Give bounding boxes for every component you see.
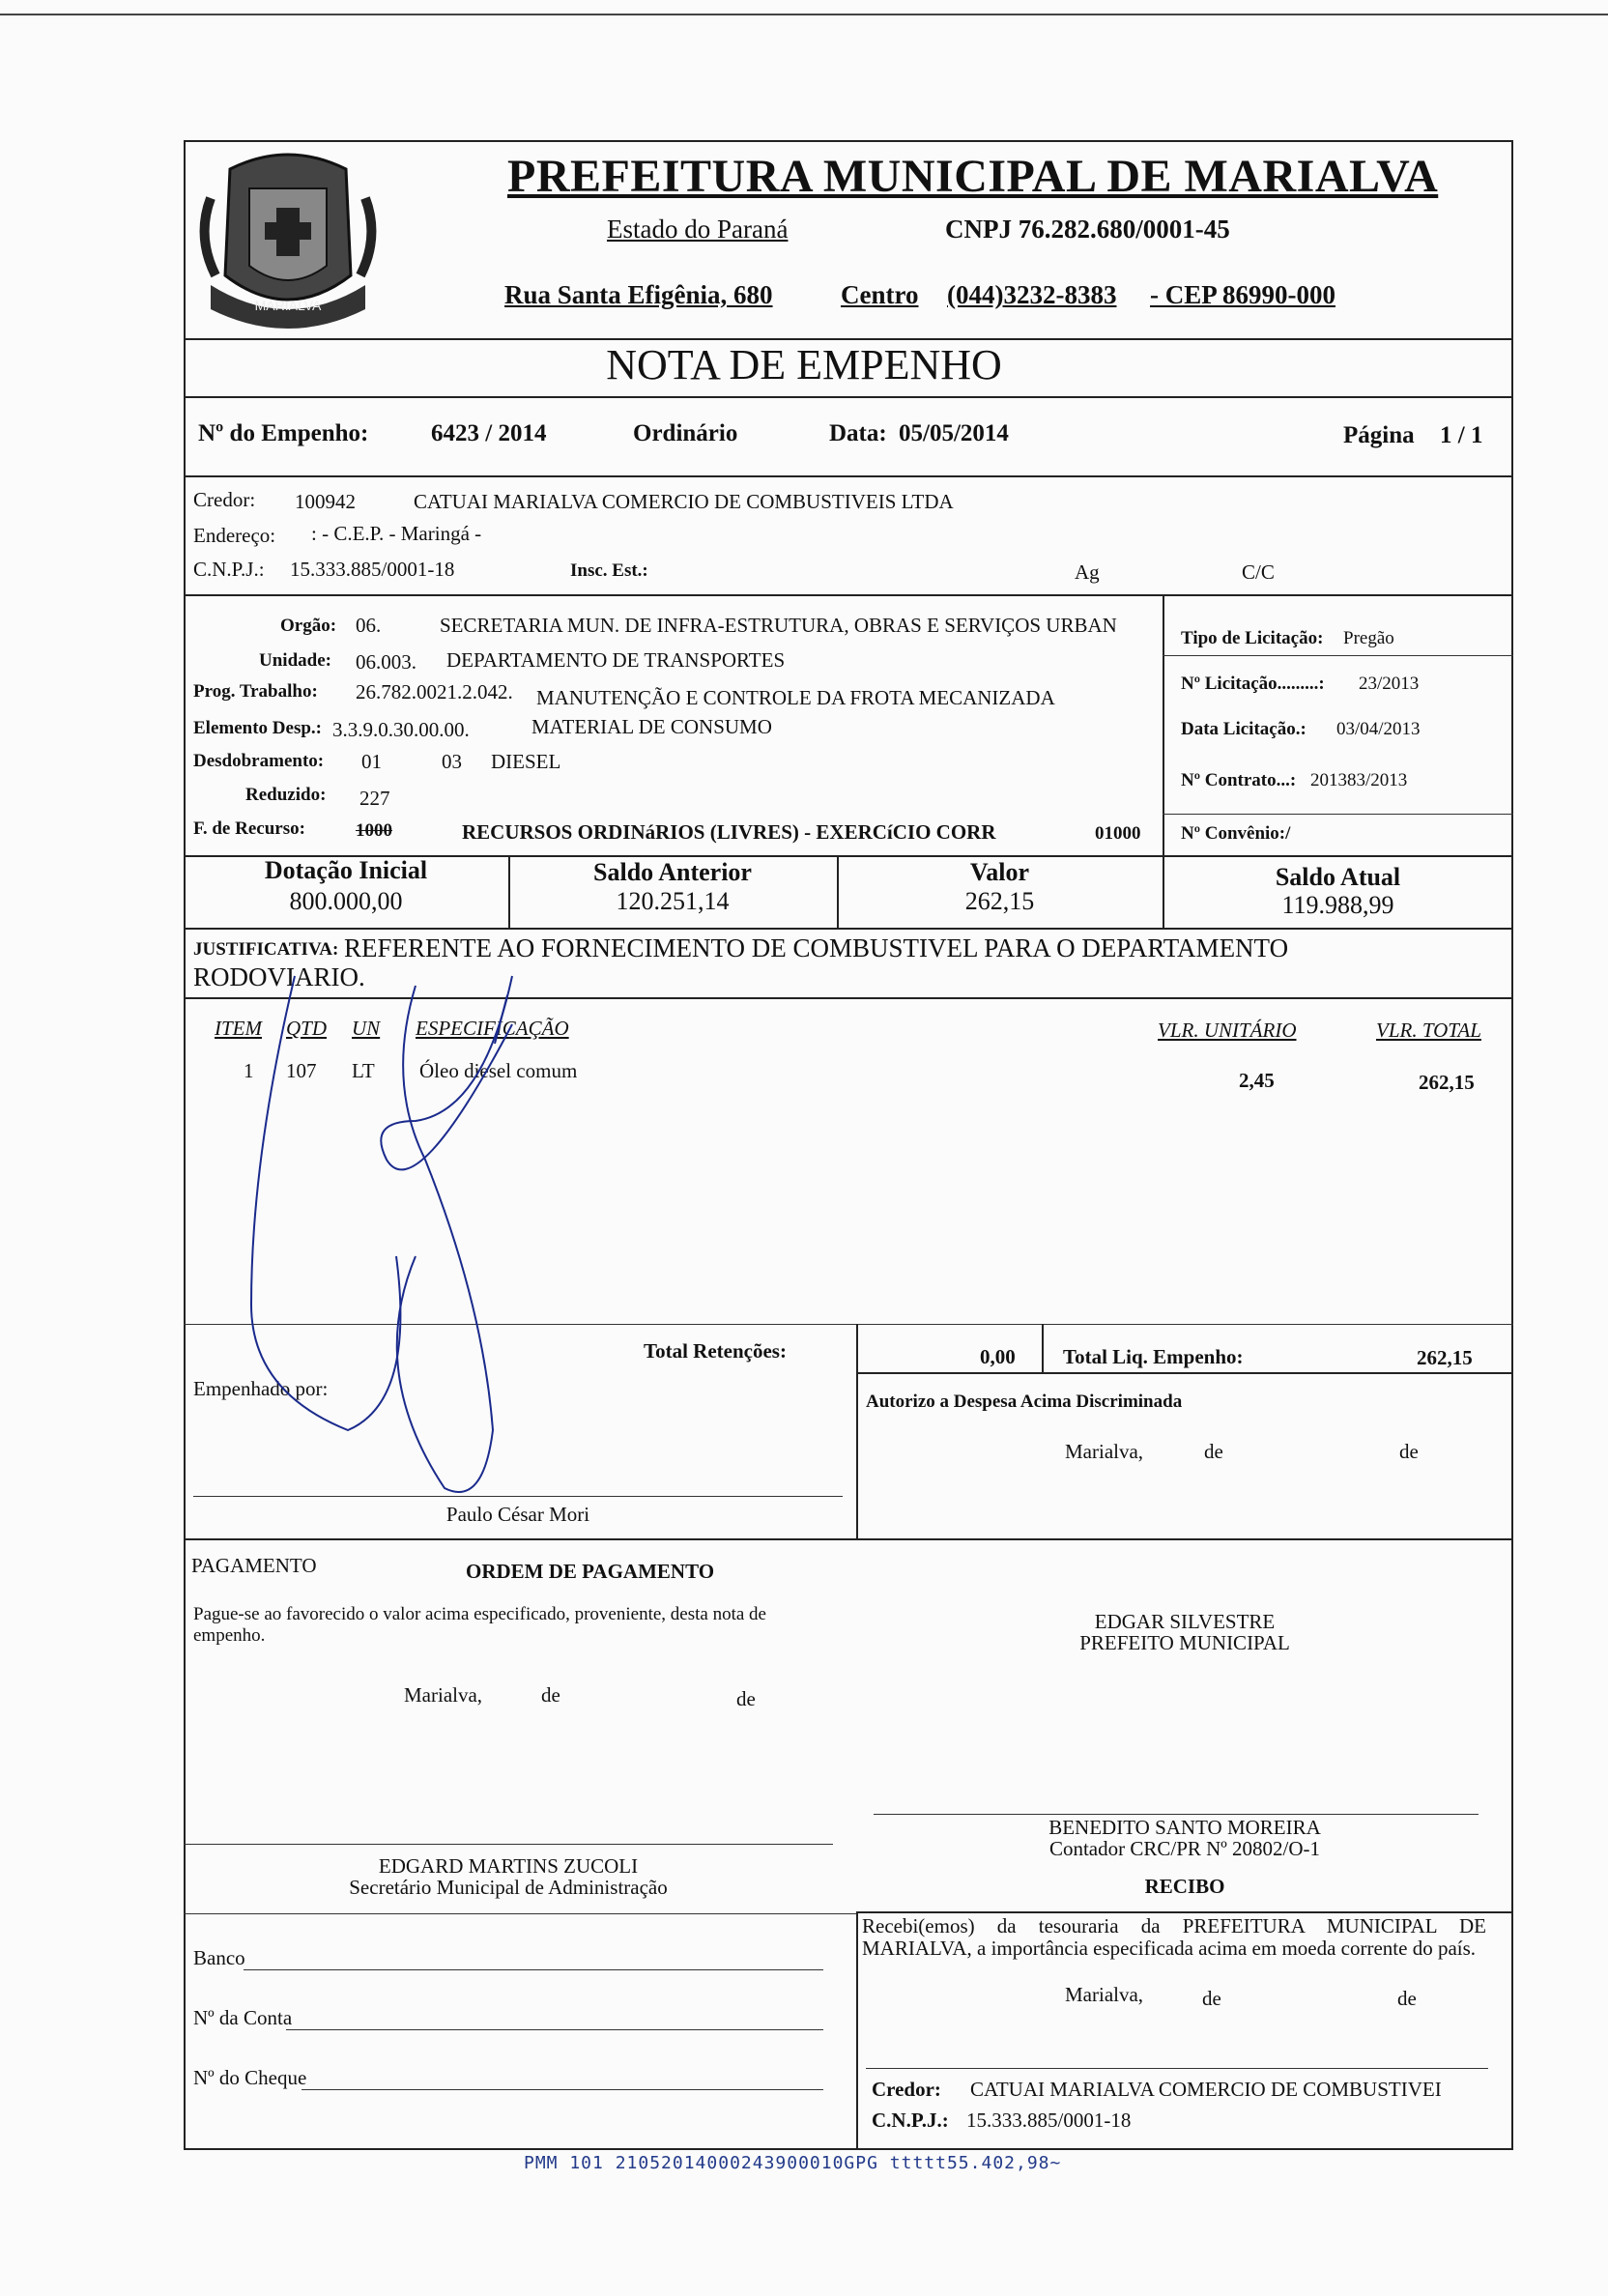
- valor-value: 262,15: [964, 887, 1035, 915]
- valor-label: Valor: [969, 858, 1030, 886]
- elemento-name: MATERIAL DE CONSUMO: [531, 715, 772, 738]
- elemento-label: Elemento Desp.:: [193, 718, 322, 738]
- convenio-label: Nº Convênio:/: [1181, 823, 1291, 844]
- divider: [184, 1913, 856, 1914]
- divider: [184, 1538, 1513, 1540]
- dotacao-label: Dotação Inicial: [264, 856, 428, 884]
- credor-footer-label: Credor:: [872, 2078, 941, 2101]
- state-label: Estado do Paraná: [607, 215, 789, 244]
- cnpj-label: CNPJ 76.282.680/0001-45: [945, 215, 1230, 244]
- orgao-label: Orgão:: [280, 616, 337, 636]
- justificativa-label: JUSTIFICATIVA:: [193, 939, 339, 960]
- contrato-value: 201383/2013: [1310, 770, 1408, 790]
- signature-line: [866, 2068, 1488, 2069]
- pagamento-de1: de: [541, 1683, 560, 1707]
- liquido-value: 262,15: [1417, 1346, 1473, 1369]
- signature-line: [184, 1844, 833, 1845]
- ag-label: Ag: [1075, 560, 1100, 584]
- row-unit: 2,45: [1239, 1069, 1275, 1092]
- row-spec: Óleo diesel comum: [419, 1059, 578, 1082]
- empenhado-signer: Paulo César Mori: [445, 1503, 590, 1526]
- page-title: PREFEITURA MUNICIPAL DE MARIALVA: [507, 151, 1439, 202]
- coat-of-arms-text: MARIALVA: [254, 298, 322, 313]
- divider: [1163, 814, 1513, 815]
- empenho-number: 6423 / 2014: [431, 420, 547, 446]
- desdobramento-name: DIESEL: [491, 750, 561, 773]
- reduzido-label: Reduzido:: [245, 785, 327, 805]
- credor-cnpj: 15.333.885/0001-18: [290, 558, 455, 581]
- divider: [1163, 594, 1164, 855]
- col-item: ITEM: [215, 1017, 262, 1040]
- justificativa-line2: RODOVIARIO.: [193, 962, 365, 991]
- scan-edge: [0, 14, 1608, 15]
- recibo-text: Recebi(emos) da tesouraria da PREFEITURA MUNICIPAL DE MARIALVA, a importância especificada acima em moeda corrente do país.: [862, 1914, 1486, 1960]
- orgao-code: 06.: [356, 614, 382, 637]
- banco-line: [244, 1969, 823, 1970]
- prog-label: Prog. Trabalho:: [193, 681, 318, 702]
- autorizo-de2: de: [1399, 1440, 1419, 1463]
- autorizo-city: Marialva,: [1065, 1440, 1144, 1463]
- cnpj-credor-label: C.N.P.J.:: [193, 558, 265, 581]
- address-phone: (044)3232-8383: [947, 280, 1117, 309]
- credor-code: 100942: [295, 490, 356, 513]
- retencoes-label: Total Retenções:: [644, 1339, 787, 1363]
- ordem-pagamento-label: ORDEM DE PAGAMENTO: [466, 1560, 715, 1583]
- prog-name: MANUTENÇÃO E CONTROLE DA FROTA MECANIZADA: [536, 686, 1055, 709]
- row-total: 262,15: [1419, 1071, 1475, 1094]
- desdobramento-b: 03: [442, 750, 462, 773]
- tipo-licitacao-value: Pregão: [1343, 628, 1394, 648]
- pagamento-city: Marialva,: [404, 1683, 483, 1707]
- doc-title: NOTA DE EMPENHO: [606, 341, 1002, 388]
- barcode-text: PMM 101 21052014000243900010GPG ttttt55.402,98~: [524, 2153, 1062, 2173]
- pagamento-de2: de: [736, 1687, 756, 1710]
- page-number: 1 / 1: [1440, 422, 1483, 448]
- conta-label: Nº da Conta: [193, 2006, 293, 2029]
- prefeito-role: PREFEITO MUNICIPAL: [1079, 1631, 1290, 1654]
- data-licitacao-label: Data Licitação.:: [1181, 719, 1306, 739]
- col-qtd: QTD: [286, 1017, 328, 1040]
- credor-name: CATUAI MARIALVA COMERCIO DE COMBUSTIVEIS LTDA: [414, 490, 954, 513]
- recurso-code: 1000: [356, 820, 392, 841]
- autorizo-de1: de: [1204, 1440, 1223, 1463]
- autorizo-label: Autorizo a Despesa Acima Discriminada: [866, 1392, 1183, 1412]
- pagamento-text: Pague-se ao favorecido o valor acima especificado, proveniente, desta nota de empenho.: [193, 1604, 766, 1646]
- row-un: LT: [352, 1059, 375, 1082]
- recurso-label: F. de Recurso:: [193, 818, 305, 839]
- recibo-city: Marialva,: [1065, 1983, 1144, 2006]
- handwritten-signature: [193, 966, 618, 1507]
- address-district: Centro: [841, 280, 919, 309]
- divider: [856, 1911, 858, 2150]
- desdobramento-a: 01: [361, 750, 382, 773]
- address-street: Rua Santa Efigênia, 680: [504, 280, 773, 309]
- unidade-label: Unidade:: [259, 650, 331, 671]
- saldo-anterior-label: Saldo Anterior: [593, 858, 752, 886]
- tipo-licitacao-label: Tipo de Licitação:: [1181, 628, 1324, 648]
- desdobramento-label: Desdobramento:: [193, 751, 325, 771]
- secretario-role: Secretário Municipal de Administração: [349, 1876, 668, 1899]
- cheque-label: Nº do Cheque: [193, 2066, 307, 2089]
- unidade-code: 06.003.: [356, 650, 416, 674]
- cheque-line: [302, 2089, 823, 2090]
- justificativa-line1: REFERENTE AO FORNECIMENTO DE COMBUSTIVEL PARA O DEPARTAMENTO: [344, 933, 1289, 962]
- signature-line: [874, 1814, 1479, 1815]
- pagamento-label: PAGAMENTO: [191, 1554, 317, 1577]
- address-label: Endereço:: [193, 524, 276, 547]
- reduzido-value: 227: [359, 787, 390, 810]
- recurso-name: RECURSOS ORDINáRIOS (LIVRES) - EXERCíCIO CORR: [462, 820, 996, 844]
- conta-line: [286, 2029, 823, 2030]
- col-spec: ESPECIFICAÇÃO: [416, 1017, 569, 1040]
- address-cep: - CEP 86990-000: [1150, 280, 1335, 309]
- divider: [184, 396, 1513, 398]
- recurso-code2: 01000: [1095, 823, 1141, 844]
- prog-code: 26.782.0021.2.042.: [356, 680, 513, 703]
- prefeito-name: EDGAR SILVESTRE: [1094, 1610, 1276, 1633]
- data-licitacao-value: 03/04/2013: [1336, 719, 1421, 739]
- divider: [184, 928, 1513, 930]
- page-label: Página: [1343, 422, 1415, 448]
- empenho-label: Nº do Empenho:: [198, 420, 369, 446]
- num-licitacao-value: 23/2013: [1359, 674, 1420, 694]
- credor-footer-name: CATUAI MARIALVA COMERCIO DE COMBUSTIVEI: [970, 2078, 1442, 2101]
- recibo-title: RECIBO: [1144, 1875, 1225, 1898]
- credor-footer-cnpj: 15.333.885/0001-18: [966, 2109, 1132, 2132]
- retencoes-value: 0,00: [980, 1345, 1016, 1368]
- orgao-name: SECRETARIA MUN. DE INFRA-ESTRUTURA, OBRAS E SERVIÇOS URBAN: [440, 614, 1117, 637]
- empenho-type: Ordinário: [633, 420, 738, 446]
- col-un: UN: [352, 1017, 381, 1040]
- coat-of-arms-logo: [191, 140, 385, 333]
- divider: [856, 1911, 1513, 1913]
- credor-footer-cnpj-label: C.N.P.J.:: [872, 2109, 949, 2132]
- empenho-date-label: Data:: [829, 420, 887, 446]
- credor-label: Credor:: [193, 488, 256, 511]
- num-licitacao-label: Nº Licitação.........:: [1181, 674, 1325, 694]
- col-unit: VLR. UNITÁRIO: [1158, 1019, 1297, 1042]
- empenho-date: 05/05/2014: [899, 420, 1009, 446]
- liquido-label: Total Liq. Empenho:: [1063, 1345, 1244, 1368]
- recibo-de1: de: [1202, 1987, 1221, 2010]
- row-item: 1: [244, 1059, 254, 1082]
- divider: [1163, 655, 1513, 656]
- recibo-de2: de: [1397, 1987, 1417, 2010]
- row-qtd: 107: [286, 1059, 317, 1082]
- secretario-name: EDGARD MARTINS ZUCOLI: [378, 1854, 639, 1878]
- divider: [856, 1372, 1513, 1374]
- col-total: VLR. TOTAL: [1376, 1019, 1481, 1042]
- banco-label: Banco: [193, 1946, 245, 1969]
- saldo-atual-label: Saldo Atual: [1275, 863, 1401, 891]
- insc-label: Insc. Est.:: [570, 560, 648, 581]
- cc-label: C/C: [1242, 560, 1275, 584]
- contrato-label: Nº Contrato...:: [1181, 770, 1297, 790]
- unidade-name: DEPARTAMENTO DE TRANSPORTES: [446, 648, 786, 672]
- divider: [856, 1324, 858, 1372]
- divider: [184, 594, 1513, 596]
- empenhado-label: Empenhado por:: [193, 1377, 329, 1400]
- dotacao-value: 800.000,00: [289, 887, 403, 915]
- saldo-anterior-value: 120.251,14: [616, 887, 730, 915]
- divider: [184, 475, 1513, 477]
- credor-address: : - C.E.P. - Maringá -: [311, 522, 482, 545]
- contador-name: BENEDITO SANTO MOREIRA: [1048, 1816, 1321, 1839]
- elemento-code: 3.3.9.0.30.00.00.: [332, 718, 470, 741]
- saldo-atual-value: 119.988,99: [1281, 891, 1394, 919]
- divider: [1042, 1324, 1044, 1372]
- divider: [856, 1372, 858, 1538]
- contador-role: Contador CRC/PR Nº 20802/O-1: [1048, 1837, 1321, 1860]
